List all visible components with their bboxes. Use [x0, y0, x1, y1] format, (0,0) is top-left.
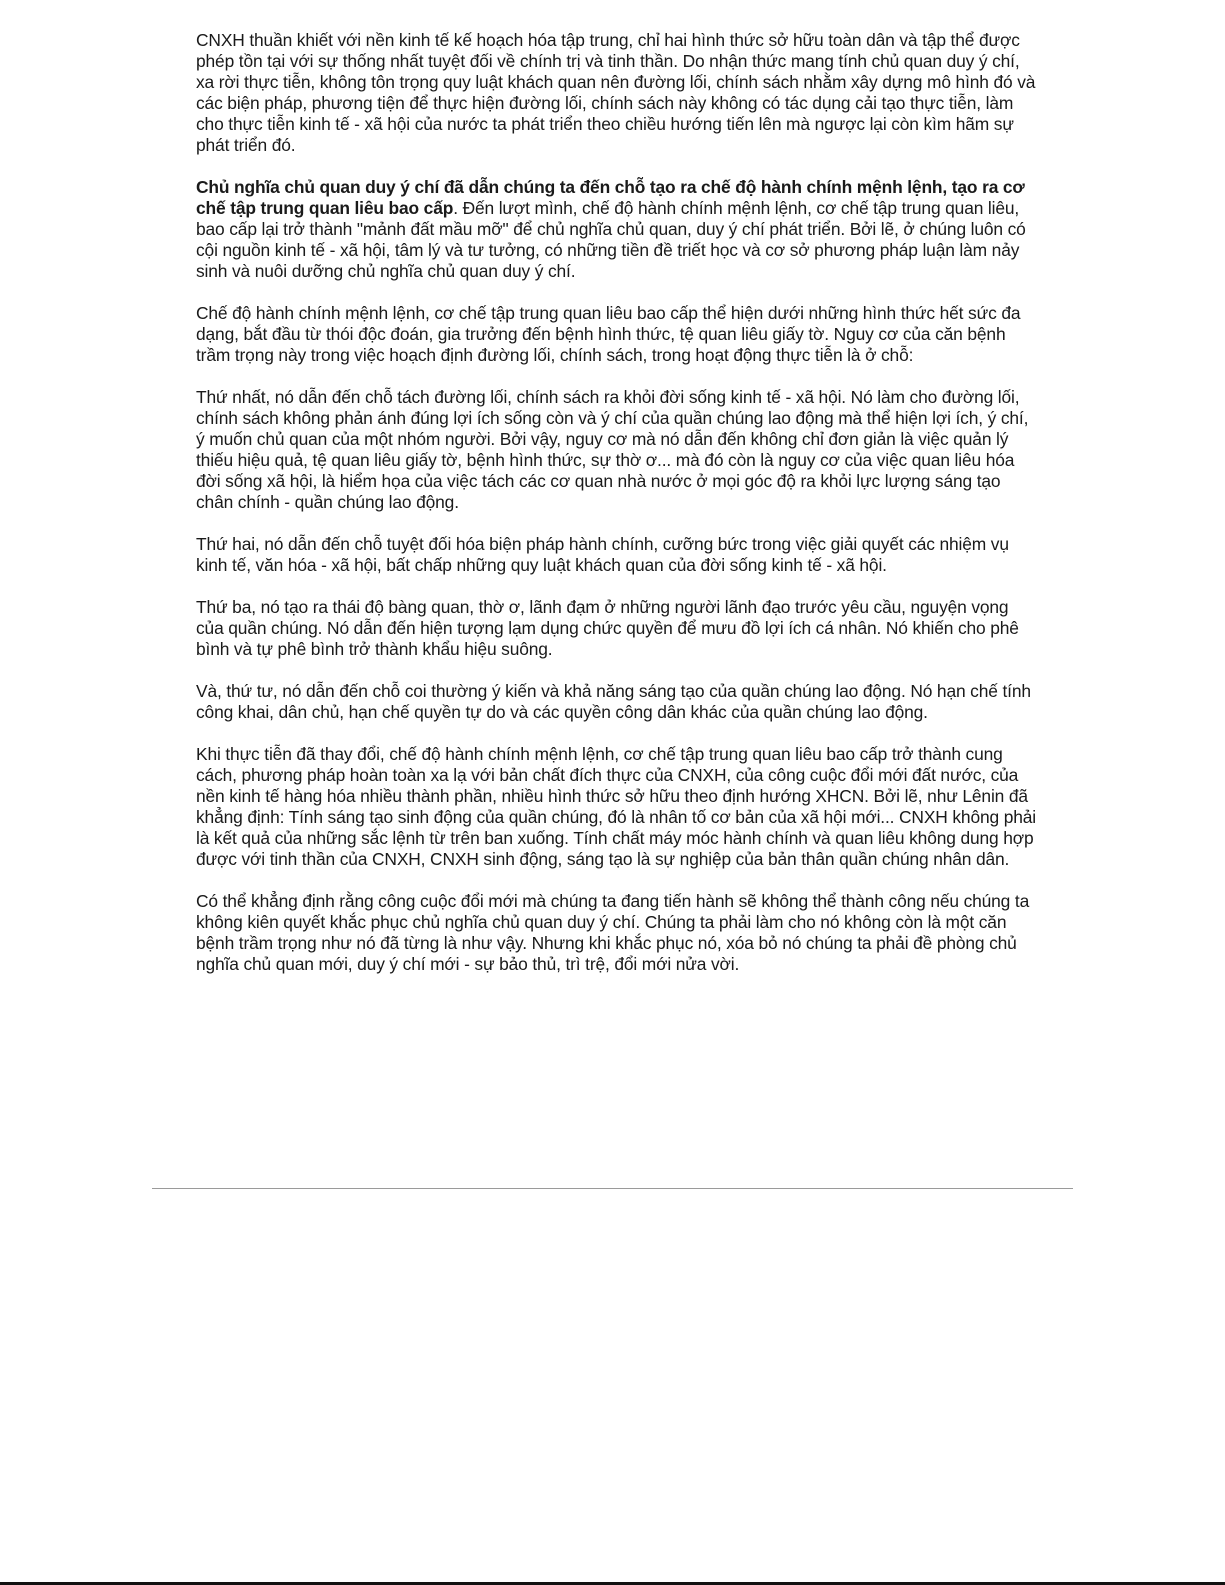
- paragraph-8-text: Khi thực tiễn đã thay đổi, chế độ hành chính mệnh lệnh, cơ chế tập trung quan liêu bao cấp trở thành cung cách, phương pháp hoàn toàn xa lạ với bản chất đích thực của CNXH, của công cuộc đổi mới đất nước, của nền kinh tế hàng hóa nhiều thành phần, nhiều hình thức sở hữu theo định hướng XHCN. Bởi lẽ, như Lênin đã khẳng định: Tính sáng tạo sinh động của quần chúng, đó là nhân tố cơ bản của xã hội mới... CNXH không phải là kết quả của những sắc lệnh từ trên ban xuống. Tính chất máy móc hành chính và quan liêu không dung hợp được với tinh thần của CNXH, CNXH sinh động, sáng tạo là sự nghiệp của bản thân quần chúng nhân dân.: [196, 744, 1036, 869]
- paragraph-3: [196, 303, 1036, 366]
- page-divider: [152, 1188, 1073, 1189]
- paragraph-5: [196, 534, 1036, 576]
- paragraph-8: [196, 744, 1036, 870]
- paragraph-7-text: Và, thứ tư, nó dẫn đến chỗ coi thường ý kiến và khả năng sáng tạo của quần chúng lao động. Nó hạn chế tính công khai, dân chủ, hạn chế quyền tự do và các quyền công dân khác của quần chúng lao động.: [196, 681, 1031, 722]
- paragraph-1: [196, 30, 1036, 156]
- paragraph-5-text: Thứ hai, nó dẫn đến chỗ tuyệt đối hóa biện pháp hành chính, cưỡng bức trong việc giải quyết các nhiệm vụ kinh tế, văn hóa - xã hội, bất chấp những quy luật khách quan của đời sống kinh tế - xã hội.: [196, 534, 1009, 575]
- paragraph-2-text: . Đến lượt mình, chế độ hành chính mệnh lệnh, cơ chế tập trung quan liêu, bao cấp lại trở thành "mảnh đất mầu mỡ" để chủ nghĩa chủ quan, duy ý chí phát triển. Bởi lẽ, ở chúng luôn có cội nguồn kinh tế - xã hội, tâm lý và tư tưởng, có những tiền đề triết học và cơ sở phương pháp luận làm nảy sinh và nuôi dưỡng chủ nghĩa chủ quan duy ý chí.: [196, 198, 1026, 281]
- paragraph-1-text: CNXH thuần khiết với nền kinh tế kế hoạch hóa tập trung, chỉ hai hình thức sở hữu toàn dân và tập thể được phép tồn tại với sự thống nhất tuyệt đối về chính trị và tinh thần. Do nhận thức mang tính chủ quan duy ý chí, xa rời thực tiễn, không tôn trọng quy luật khách quan nên đường lối, chính sách nhằm xây dựng mô hình đó và các biện pháp, phương tiện để thực hiện đường lối, chính sách này không có tác dụng cải tạo thực tiễn, làm cho thực tiễn kinh tế - xã hội của nước ta phát triển theo chiều hướng tiến lên mà ngược lại còn kìm hãm sự phát triển đó.: [196, 30, 1036, 155]
- paragraph-4-text: Thứ nhất, nó dẫn đến chỗ tách đường lối, chính sách ra khỏi đời sống kinh tế - xã hội. Nó làm cho đường lối, chính sách không phản ánh đúng lợi ích sống còn và ý chí của quần chúng lao động mà thể hiện lợi ích, ý chí, ý muốn chủ quan của một nhóm người. Bởi vậy, nguy cơ mà nó dẫn đến không chỉ đơn giản là việc quản lý thiếu hiệu quả, tệ quan liêu giấy tờ, bệnh hình thức, sự thờ ơ... mà đó còn là nguy cơ của việc quan liêu hóa đời sống xã hội, là hiểm họa của việc tách các cơ quan nhà nước ở mọi góc độ ra khỏi lực lượng sáng tạo chân chính - quần chúng lao động.: [196, 387, 1029, 512]
- paragraph-4: [196, 387, 1036, 513]
- paragraph-3-text: Chế độ hành chính mệnh lệnh, cơ chế tập trung quan liêu bao cấp thể hiện dưới những hình thức hết sức đa dạng, bắt đầu từ thói độc đoán, gia trưởng đến bệnh hình thức, tệ quan liêu giấy tờ. Nguy cơ của căn bệnh trầm trọng này trong việc hoạch định đường lối, chính sách, trong hoạt động thực tiễn là ở chỗ:: [196, 303, 1021, 365]
- paragraph-6-text: Thứ ba, nó tạo ra thái độ bàng quan, thờ ơ, lãnh đạm ở những người lãnh đạo trước yêu cầu, nguyện vọng của quần chúng. Nó dẫn đến hiện tượng lạm dụng chức quyền để mưu đồ lợi ích cá nhân. Nó khiến cho phê bình và tự phê bình trở thành khẩu hiệu suông.: [196, 597, 1019, 659]
- paragraph-7: [196, 681, 1036, 723]
- paragraph-2-bold-lead: Chủ nghĩa chủ quan duy ý chí đã dẫn chúng ta đến chỗ tạo ra chế độ hành chính mệnh lệnh, tạo ra cơ chế tập trung quan liêu bao cấp: [196, 177, 1025, 218]
- document-body: [196, 30, 1036, 996]
- paragraph-6: [196, 597, 1036, 660]
- paragraph-9: [196, 891, 1036, 975]
- paragraph-9-text: Có thể khẳng định rằng công cuộc đổi mới mà chúng ta đang tiến hành sẽ không thể thành công nếu chúng ta không kiên quyết khắc phục chủ nghĩa chủ quan duy ý chí. Chúng ta phải làm cho nó không còn là một căn bệnh trầm trọng như nó đã từng là như vậy. Nhưng khi khắc phục nó, xóa bỏ nó chúng ta phải đề phòng chủ nghĩa chủ quan mới, duy ý chí mới - sự bảo thủ, trì trệ, đổi mới nửa vời.: [196, 891, 1030, 974]
- paragraph-2: [196, 177, 1036, 282]
